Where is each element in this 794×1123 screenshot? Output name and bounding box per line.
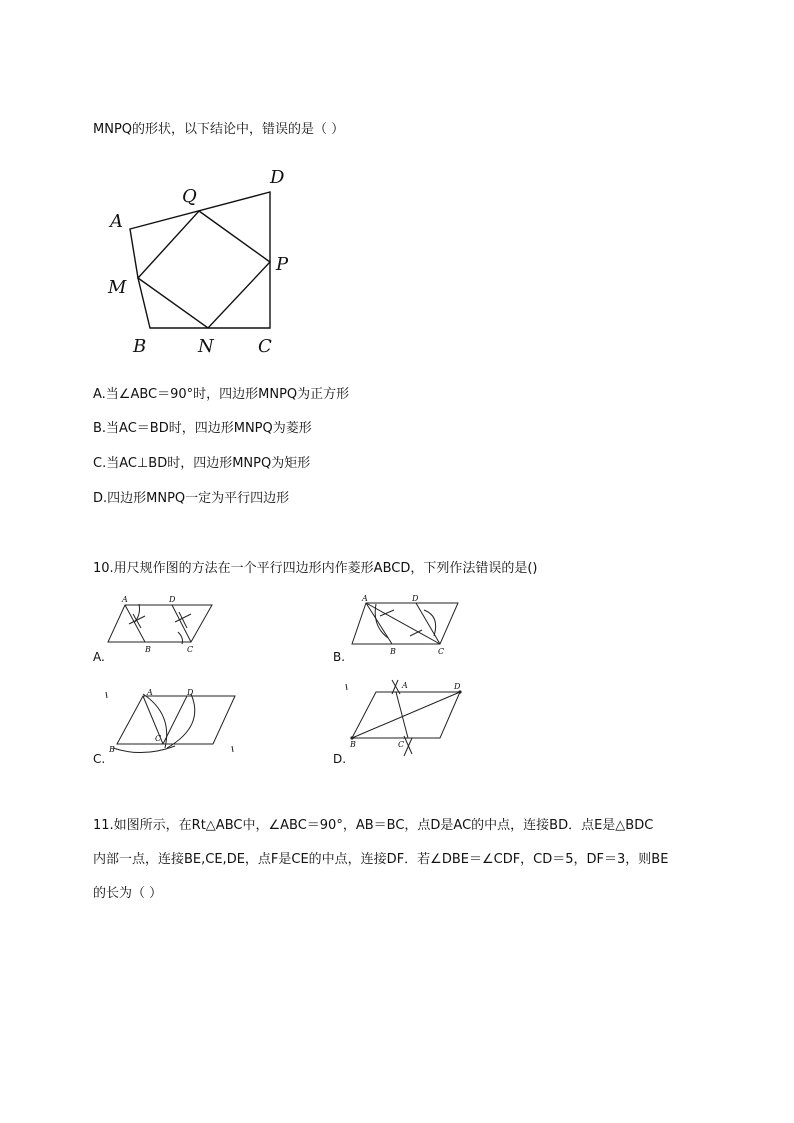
- inner-quadrilateral-mnpq: [138, 211, 270, 328]
- fig-a-label-a: A: [122, 595, 128, 604]
- q9-option-b: B.当AC＝BD时，四边形MNPQ为菱形: [93, 421, 312, 436]
- fig-d-label-c: C: [398, 740, 405, 749]
- label-d: D: [270, 167, 285, 188]
- q9-quadrilateral-figure: [100, 160, 310, 365]
- label-m: M: [108, 277, 127, 298]
- q10-option-b-label: B.: [333, 650, 346, 664]
- q10-figure-c: [103, 686, 237, 758]
- q10-option-d-label: D.: [333, 752, 347, 766]
- q9-option-c: C.当AC⊥BD时，四边形MNPQ为矩形: [93, 456, 311, 471]
- q11-stem-line-3: 的长为（ ）: [93, 886, 163, 901]
- q11-stem-line-1: 11.如图所示，在Rt△ABC中，∠ABC＝90°，AB＝BC，点D是AC的中点，连接BD．点E是△BDC: [93, 818, 654, 833]
- label-q: Q: [182, 186, 197, 207]
- q9-stem: MNPQ的形状，以下结论中，错误的是（ ）: [93, 122, 345, 137]
- fig-d-label-a: A: [402, 681, 408, 690]
- fig-a-label-b: B: [145, 645, 151, 654]
- fig-c-label-d: D: [187, 688, 194, 697]
- q9-option-a: A.当∠ABC＝90°时，四边形MNPQ为正方形: [93, 387, 350, 402]
- fig-c-label-a: A: [147, 688, 153, 697]
- fig-a-label-d: D: [169, 595, 176, 604]
- q11-stem-line-2: 内部一点，连接BE,CE,DE，点F是CE的中点，连接DF．若∠DBE＝∠CDF，CD＝5，DF＝3，则BE: [93, 852, 669, 867]
- fig-b-label-a: A: [362, 594, 368, 603]
- q10-figure-a: [105, 592, 217, 656]
- fig-c-label-c: C: [155, 734, 162, 743]
- fig-c-label-b: B: [109, 745, 115, 754]
- fig-b-label-d: D: [412, 594, 419, 603]
- q10-stem: 10.用尺规作图的方法在一个平行四边形内作菱形ABCD，下列作法错误的是(): [93, 561, 538, 576]
- q9-option-d: D.四边形MNPQ一定为平行四边形: [93, 491, 290, 506]
- fig-a-label-c: C: [187, 645, 194, 654]
- q10-option-c-label: C.: [93, 752, 106, 766]
- fig-b-label-b: B: [390, 647, 396, 656]
- fig-b-label-c: C: [438, 647, 445, 656]
- q10-option-a-label: A.: [93, 650, 105, 664]
- fig-d-label-d: D: [454, 682, 461, 691]
- label-b: B: [133, 336, 147, 357]
- label-n: N: [198, 336, 214, 357]
- q10-figure-b: [350, 592, 462, 656]
- fig-d-label-b: B: [350, 740, 356, 749]
- q10-figure-d: [342, 676, 466, 760]
- label-a: A: [110, 211, 123, 232]
- label-c: C: [258, 336, 272, 357]
- label-p: P: [276, 254, 289, 275]
